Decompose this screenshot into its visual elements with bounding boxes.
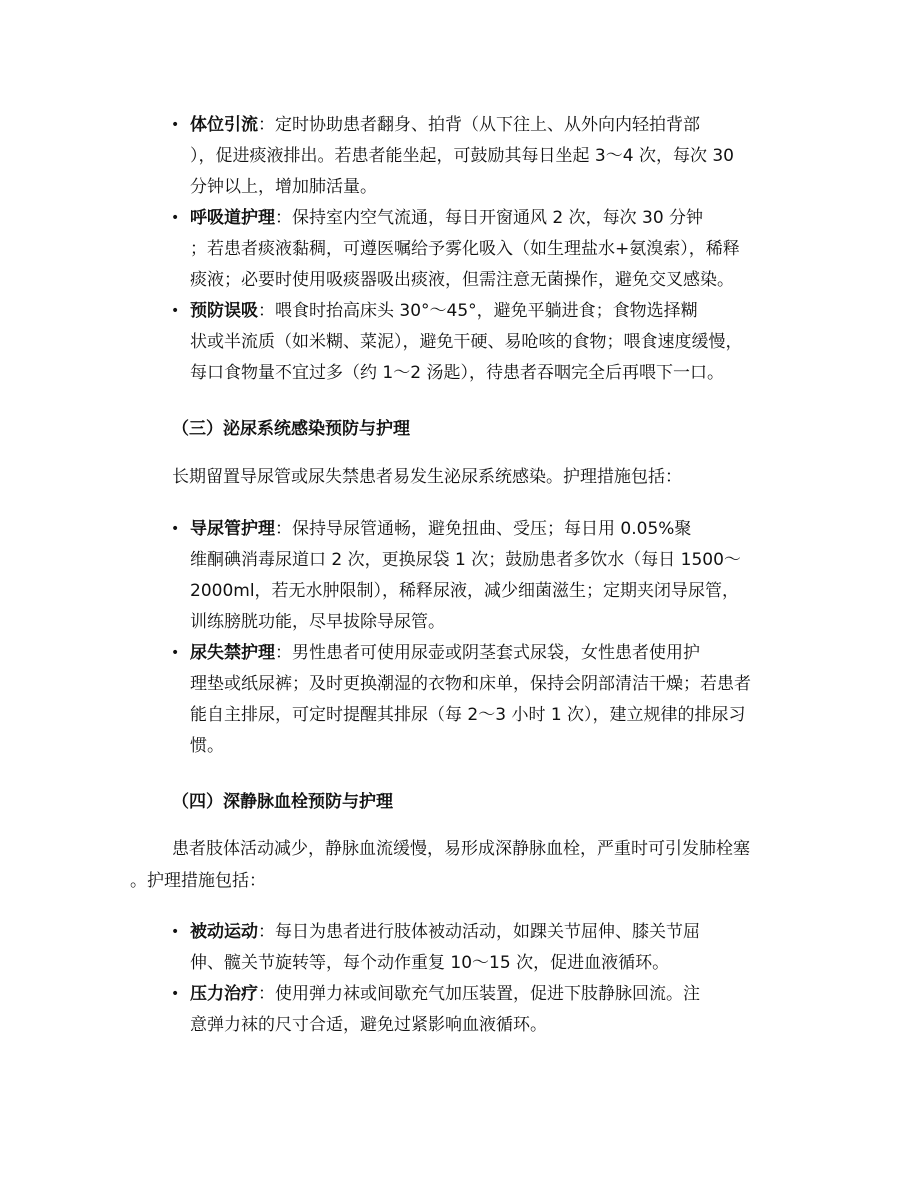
bullet-icon: • [171, 924, 180, 940]
section-heading-3: （三）泌尿系统感染预防与护理 [172, 419, 410, 439]
bullet-item-catheter-care [171, 514, 790, 638]
bullet-line: 呼吸道护理：保持室内空气流通，每日开窗通风 2 次，每次 30 分钟 [190, 208, 704, 228]
bullet-item-incontinence-care [171, 638, 790, 762]
bullet-icon: • [171, 986, 180, 1002]
bullet-term: 被动运动 [190, 922, 258, 942]
bullet-line: ；若患者痰液黏稠，可遵医嘱给予雾化吸入（如生理盐水+氨溴索），稀释 [190, 239, 740, 259]
bullet-term: 导尿管护理 [190, 519, 275, 539]
bullet-line: 每口食物量不宜过多（约 1～2 汤匙），待患者吞咽完全后再喂下一口。 [190, 363, 724, 383]
bullet-line: 痰液；必要时使用吸痰器吸出痰液，但需注意无菌操作，避免交叉感染。 [190, 270, 734, 290]
bullet-line: 状或半流质（如米糊、菜泥），避免干硬、易呛咳的食物；喂食速度缓慢， [190, 332, 743, 352]
bullet-line: 压力治疗：使用弹力袜或间歇充气加压装置，促进下肢静脉回流。注 [190, 984, 700, 1004]
bullet-term: 呼吸道护理 [190, 208, 275, 228]
bullet-icon: • [171, 210, 180, 226]
bullet-term: 压力治疗 [190, 984, 258, 1004]
bullet-item-aspiration-prevention [171, 296, 790, 389]
bullet-item-postural-drainage [171, 110, 790, 203]
bullet-icon: • [171, 645, 180, 661]
bullet-line: 意弹力袜的尺寸合适，避免过紧影响血液循环。 [190, 1015, 547, 1035]
section-intro-3: 长期留置导尿管或尿失禁患者易发生泌尿系统感染。护理措施包括： [172, 467, 682, 487]
bullet-line: 惯。 [190, 736, 224, 756]
bullet-line: 导尿管护理：保持导尿管通畅，避免扭曲、受压；每日用 0.05%聚 [190, 519, 692, 539]
bullet-line: 尿失禁护理：男性患者可使用尿壶或阴茎套式尿袋，女性患者使用护 [190, 643, 700, 663]
bullet-icon: • [171, 303, 180, 319]
bullet-item-compression-therapy [171, 979, 790, 1041]
section-intro-4-line2: 。护理措施包括： [130, 871, 266, 891]
bullet-item-passive-exercise [171, 917, 790, 979]
bullet-line: 体位引流：定时协助患者翻身、拍背（从下往上、从外向内轻拍背部 [190, 115, 700, 135]
bullet-icon: • [171, 117, 180, 133]
bullet-line: ），促进痰液排出。若患者能坐起，可鼓励其每日坐起 3～4 次，每次 30 [190, 146, 734, 166]
bullet-line: 伸、髋关节旋转等，每个动作重复 10～15 次，促进血液循环。 [190, 953, 670, 973]
bullet-line: 预防误吸：喂食时抬高床头 30°～45°，避免平躺进食；食物选择糊 [190, 301, 698, 321]
bullet-term: 体位引流 [190, 115, 258, 135]
bullet-icon: • [171, 521, 180, 537]
bullet-line: 被动运动：每日为患者进行肢体被动活动，如踝关节屈伸、膝关节屈 [190, 922, 700, 942]
section-heading-4: （四）深静脉血栓预防与护理 [172, 792, 393, 812]
bullet-line: 理垫或纸尿裤；及时更换潮湿的衣物和床单，保持会阴部清洁干燥；若患者 [190, 674, 751, 694]
bullet-line: 维酮碘消毒尿道口 2 次，更换尿袋 1 次；鼓励患者多饮水（每日 1500～ [190, 550, 741, 570]
bullet-line: 2000ml，若无水肿限制），稀释尿液，减少细菌滋生；定期夹闭导尿管， [190, 581, 740, 601]
bullet-line: 训练膀胱功能，尽早拔除导尿管。 [190, 612, 445, 632]
bullet-line: 能自主排尿，可定时提醒其排尿（每 2～3 小时 1 次），建立规律的排尿习 [190, 705, 746, 725]
bullet-term: 尿失禁护理 [190, 643, 275, 663]
bullet-item-airway-care [171, 203, 790, 296]
bullet-line: 分钟以上，增加肺活量。 [190, 177, 377, 197]
section-intro-4-line1: 患者肢体活动减少，静脉血流缓慢，易形成深静脉血栓，严重时可引发肺栓塞 [172, 839, 750, 859]
bullet-term: 预防误吸 [190, 301, 258, 321]
